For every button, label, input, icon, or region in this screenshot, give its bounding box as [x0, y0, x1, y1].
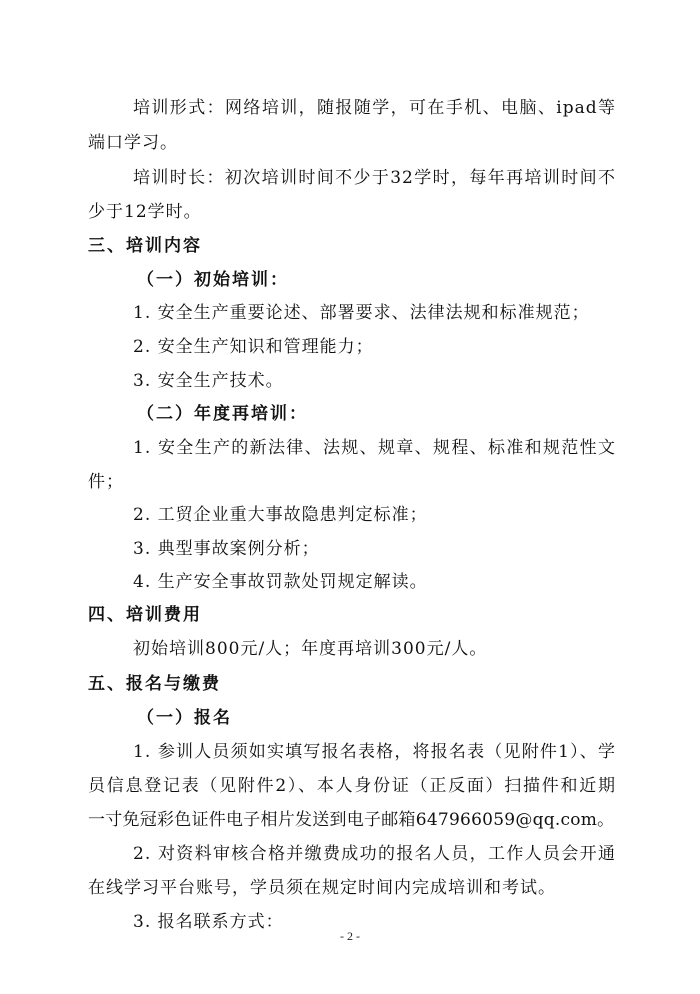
section-heading-4: 四、培训费用 — [88, 605, 202, 625]
list-item: 2. 安全生产知识和管理能力； — [133, 337, 374, 357]
registration-item-1-line-1: 1. 参训人员须如实填写报名表格，将报名表（见附件1）、学 — [133, 742, 616, 762]
training-duration-line-2: 少于12学时。 — [88, 202, 202, 222]
subheading-initial-training: （一）初始培训： — [137, 270, 289, 290]
list-item: 3. 典型事故案例分析； — [133, 539, 320, 559]
training-format-line-1: 培训形式：网络培训，随报随学，可在手机、电脑、ipad等 — [133, 98, 616, 118]
training-duration-line-1: 培训时长：初次培训时间不少于32学时，每年再培训时间不 — [133, 168, 616, 188]
list-item-continuation: 件； — [88, 472, 124, 492]
subheading-annual-retraining: （二）年度再培训： — [137, 404, 308, 424]
list-item: 3. 安全生产技术。 — [133, 371, 284, 391]
list-item: 1. 安全生产的新法律、法规、规章、规程、标准和规范性文 — [133, 438, 616, 458]
subheading-registration: （一）报名 — [137, 708, 232, 728]
list-item: 2. 工贸企业重大事故隐患判定标准； — [133, 505, 428, 525]
registration-item-1-line-2: 员信息登记表（见附件2）、本人身份证（正反面）扫描件和近期 — [88, 776, 616, 796]
registration-item-1-line-3: 一寸免冠彩色证件电子相片发送到电子邮箱647966059@qq.com。 — [88, 810, 615, 830]
registration-item-2-line-1: 2. 对资料审核合格并缴费成功的报名人员，工作人员会开通 — [133, 844, 616, 864]
training-format-line-2: 端口学习。 — [88, 133, 178, 153]
fee-line: 初始培训800元/人；年度再培训300元/人。 — [133, 639, 488, 659]
list-item: 1. 安全生产重要论述、部署要求、法律法规和标准规范； — [133, 303, 590, 323]
registration-item-3: 3. 报名联系方式： — [133, 912, 284, 932]
page-number: - 2 - — [340, 929, 360, 943]
section-heading-5: 五、报名与缴费 — [88, 674, 221, 694]
section-heading-3: 三、培训内容 — [88, 236, 202, 256]
list-item: 4. 生产安全事故罚款处罚规定解读。 — [133, 572, 428, 592]
registration-item-2-line-2: 在线学习平台账号，学员须在规定时间内完成培训和考试。 — [88, 878, 556, 898]
